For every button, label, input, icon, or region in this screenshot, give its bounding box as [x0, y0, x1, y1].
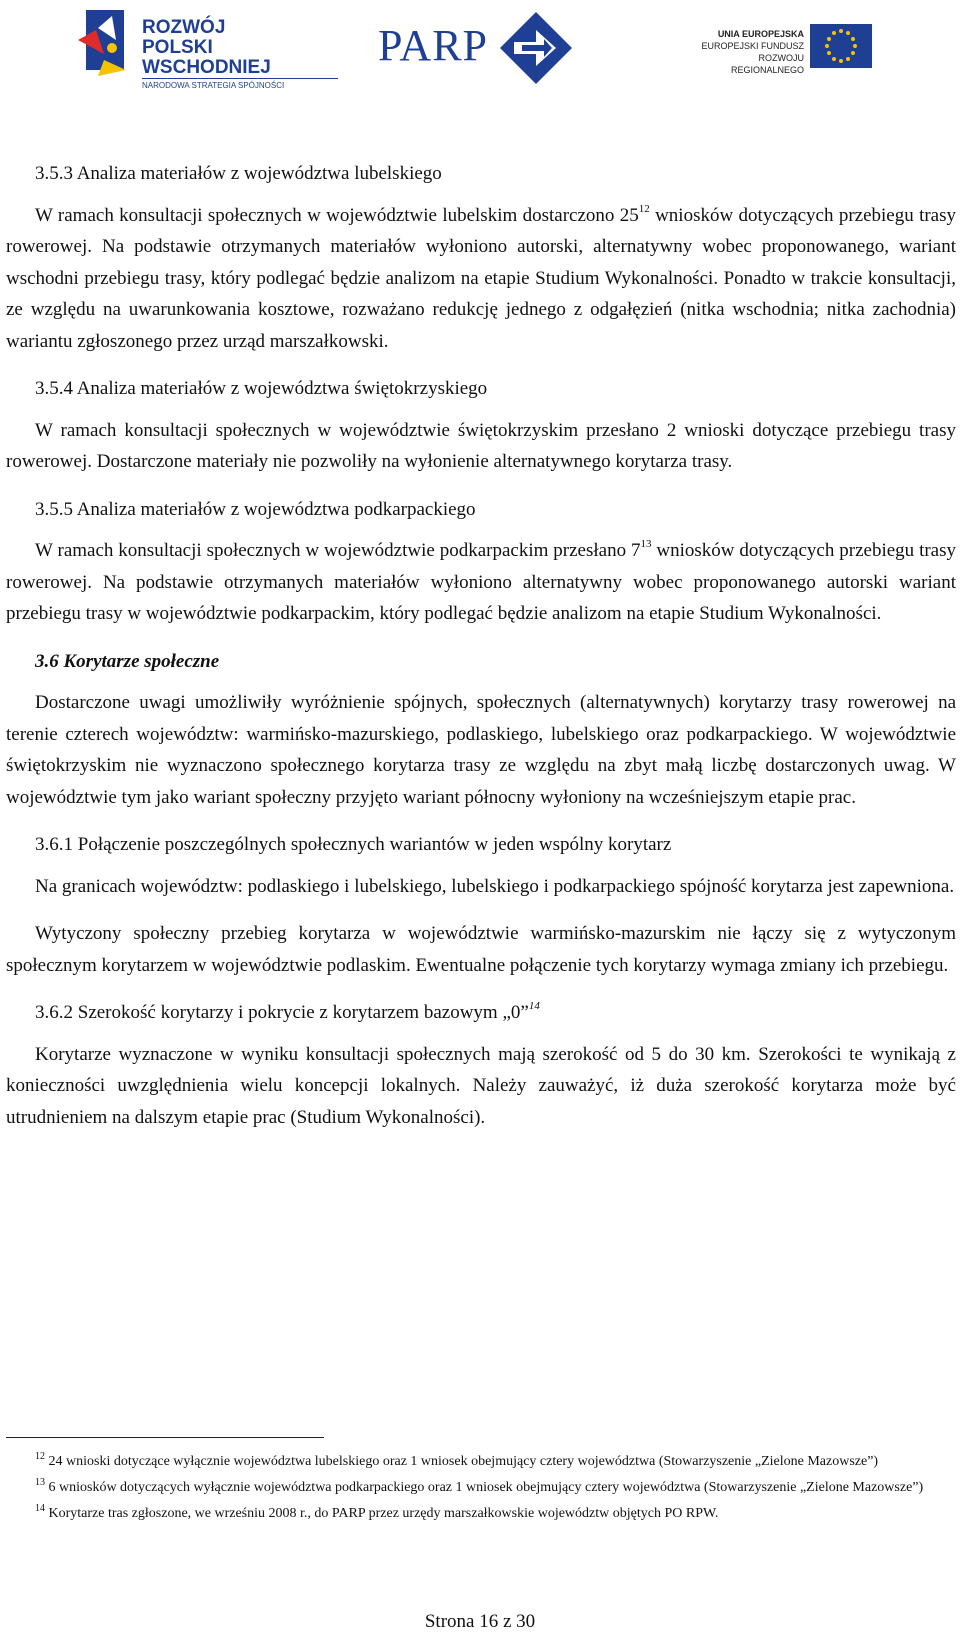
paragraph-3-5-3 [6, 200, 956, 358]
rpw-line1: ROZWÓJ [142, 17, 226, 38]
heading-3-5-3: 3.5.3 Analiza materiałów z województwa lubelskiego [35, 163, 442, 184]
footnote-14-num: 14 [35, 1503, 45, 1514]
parp-logo [378, 8, 578, 88]
footnote-14 [6, 1504, 956, 1523]
heading-3-6-2-text: 3.6.2 Szerokość korytarzy i pokrycie z korytarzem bazowym „0” [35, 1002, 529, 1023]
heading-3-5-5: 3.5.5 Analiza materiałów z województwa podkarpackiego [35, 498, 476, 520]
paragraph-3-6-1-b: Wytyczony społeczny przebieg korytarza w województwie warmińsko-mazurskim nie łączy się z wytyczonym społecznym korytarzem w województwie podlaskim. Ewentualne połączenie tych korytarzy wymaga zmiany ich przebiegu. [6, 923, 956, 976]
eu-line3: ROZWOJU REGIONALNEGO [730, 53, 804, 75]
paragraph-3-5-4: W ramach konsultacji społecznych w województwie świętokrzyskim przesłano 2 wnioski dotyczące przebiegu trasy rowerowej. Dostarczone materiały nie pozwoliły na wyłonienie alternatywnego korytarza trasy. [6, 419, 956, 472]
paragraph-3-5-5 [6, 535, 956, 630]
paragraph-3-5-3-b: wniosków dotyczących przebiegu trasy rowerowej. Na podstawie otrzymanych materiałów wyłoniono autorski, alternatywny wobec proponowanego, wariant wschodni przebiegu trasy, który podlegać będzie analizom na etapie Studium Wykonalności. Ponadto w trakcie konsultacji, ze względu na uwarunkowania kosztowe, rozważano redukcję jednego z odgałęzień (nitka wschodnia; nitka zachodnia) wariantu zgłoszonego przez urząd marszałkowski. [6, 204, 956, 352]
footnote-ref-14[interactable]: 14 [528, 1000, 540, 1012]
heading-3-6: 3.6 Korytarze społeczne [35, 650, 220, 672]
footnote-12 [6, 1452, 956, 1471]
unia-europejska-logo [688, 8, 872, 88]
parp-arrows-icon [500, 12, 572, 84]
footnote-ref-12[interactable]: 12 [638, 202, 650, 215]
footnote-13-num: 13 [35, 1477, 45, 1488]
rpw-line2: POLSKI WSCHODNIEJ [142, 37, 271, 78]
heading-3-6-2 [35, 997, 956, 1029]
paragraph-3-5-5-a: W ramach konsultacji społecznych w województwie podkarpackim przesłano 7 [35, 540, 641, 561]
footnote-13-text: 6 wniosków dotyczących wyłącznie województwa podkarpackiego oraz 1 wniosek obejmujący cztery województwa (Stowarzyszenie „Zielone Mazowsze”) [45, 1480, 924, 1495]
heading-3-6-1: 3.6.1 Połączenie poszczególnych społecznych wariantów w jeden wspólny korytarz [35, 834, 672, 855]
document-body [6, 158, 956, 1149]
eu-line1: UNIA EUROPEJSKA [717, 29, 804, 39]
rpw-emblem-icon [78, 10, 138, 82]
rpw-line3: NARODOWA STRATEGIA SPÓJNOŚCI [142, 78, 338, 93]
eu-flag-icon [810, 24, 872, 68]
footnote-ref-13[interactable]: 13 [640, 538, 652, 550]
header-logos [0, 0, 960, 100]
footnote-separator [6, 1437, 324, 1438]
footnote-12-text: 24 wnioski dotyczące wyłącznie województwa lubelskiego oraz 1 wniosek obejmujący cztery województwa (Stowarzyszenie „Zielone Mazowsze”) [45, 1454, 879, 1469]
paragraph-3-6-1-a: Na granicach województw: podlaskiego i lubelskiego, lubelskiego i podkarpackiego spójność korytarza jest zapewniona. [35, 875, 955, 897]
page-number: Strona 16 z 30 [424, 1611, 536, 1632]
footnote-12-num: 12 [35, 1451, 45, 1462]
paragraph-3-6: Dostarczone uwagi umożliwiły wyróżnienie spójnych, społecznych (alternatywnych) korytarzy trasy rowerowej na terenie czterech województw: warmińsko-mazurskiego, podlaskiego, lubelskiego oraz podkarpackiego. W województwie świętokrzyskim nie wyznaczono społecznego korytarza trasy ze względu na zbyt małą liczbę dostarczonych uwag. W województwie tym jako wariant społeczny przyjęto wariant północny wyłoniony na wcześniejszym etapie prac. [6, 692, 956, 808]
paragraph-3-6-2: Korytarze wyznaczone w wyniku konsultacji społecznych mają szerokość od 5 do 30 km. Szerokości te wynikają z konieczności uwzględnienia wielu koncepcji lokalnych. Należy zauważyć, iż duża szerokość korytarza może być utrudnieniem na dalszym etapie prac (Studium Wykonalności). [6, 1043, 956, 1128]
footnotes [6, 1452, 956, 1530]
paragraph-3-5-5-b: wniosków dotyczących przebiegu trasy rowerowej. Na podstawie otrzymanych materiałów wyłoniono alternatywny wobec proponowanego autorski wariant przebiegu trasy w województwie podkarpackim, który podlegać będzie analizom na etapie Studium Wykonalności. [6, 540, 957, 624]
footnote-13 [6, 1478, 956, 1497]
heading-3-5-4: 3.5.4 Analiza materiałów z województwa świętokrzyskiego [35, 378, 488, 399]
parp-wordmark: PARP [378, 21, 489, 70]
eu-line2: EUROPEJSKI FUNDUSZ [701, 41, 804, 51]
paragraph-3-5-3-a: W ramach konsultacji społecznych w województwie lubelskim dostarczono 25 [35, 204, 639, 226]
footnote-14-text: Korytarze tras zgłoszone, we wrześniu 2008 r., do PARP przez urzędy marszałkowskie województw objętych PO RPW. [45, 1506, 719, 1521]
rozwoj-polski-wschodniej-logo [78, 8, 338, 88]
